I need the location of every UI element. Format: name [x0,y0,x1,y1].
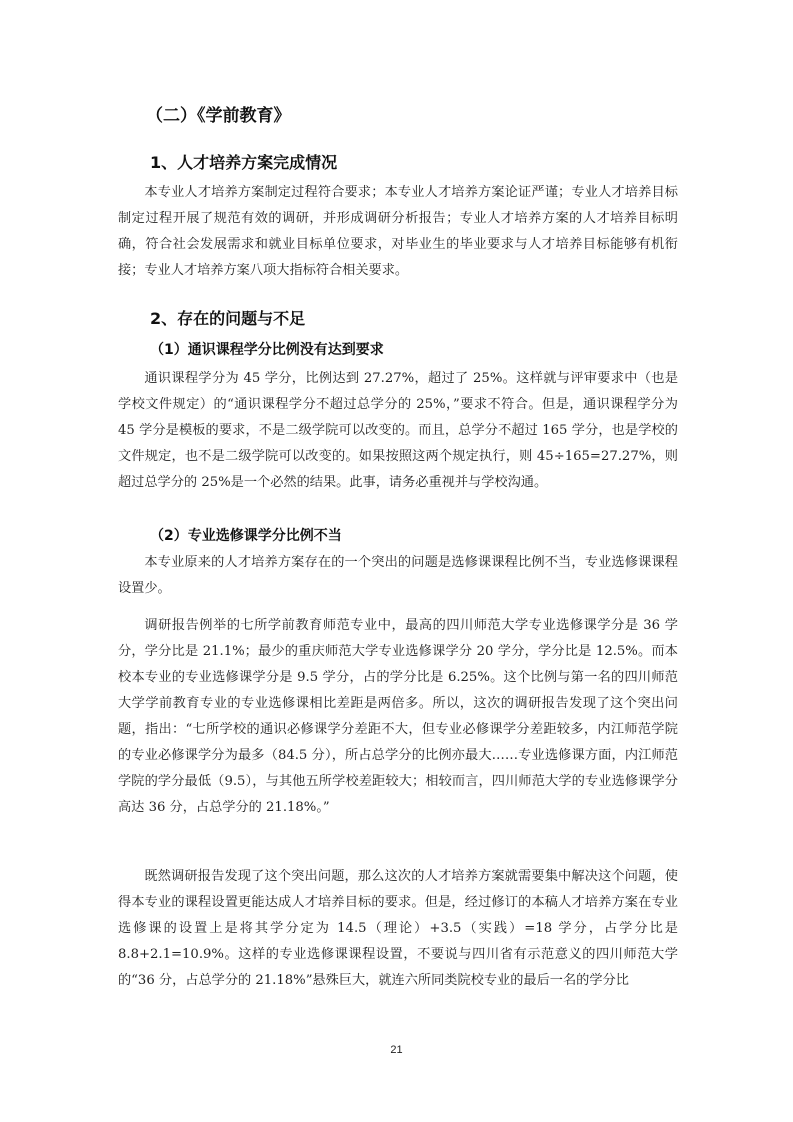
subheading-elective-course-credits: （2）专业选修课学分比例不当 [150,528,342,544]
paragraph-survey-report: 调研报告例举的七所学前教育师范专业中，最高的四川师范大学专业选修课学分是 36 学分，学分比是 21.1%；最少的重庆师范大学专业选修课学分 20 学分，学分比是 12.5%。而本校本专业的专业选修课学分是 9.5 学分，占的学分比是 6.25%。这个比例与第一名的四川师范大学学前教育专业的专业选修课相比差距是两倍多。所以，这次的调研报告发现了这个突出问题，指出：“七所学校的通识必修课学分差距不大，但专业必修课学分差距较多，内江师范学院的专业必修课学分为最多（84.5 分），所占总学分的比例亦最大……专业选修课方面，内江师范学院的学分最低（9.5），与其他五所学校差距较大；相较而言，四川师范大学的专业选修课学分高达 36 分，占总学分的 21.18%。” [118,618,678,815]
heading-training-plan-completion: 1、人才培养方案完成情况 [150,153,338,172]
section-title: （二）《学前教育》 [146,106,291,126]
heading-problems-and-shortcomings: 2、存在的问题与不足 [150,309,306,328]
paragraph-training-plan-completion: 本专业人才培养方案制定过程符合要求；本专业人才培养方案论证严谨；专业人才培养目标制定过程开展了规范有效的调研，并形成调研分析报告；专业人才培养方案的人才培养目标明确，符合社会发展需求和就业目标单位要求，对毕业生的毕业要求与人才培养目标能够有机衔接；专业人才培养方案八项大指标符合相关要求。 [118,185,678,278]
paragraph-elective-intro: 本专业原来的人才培养方案存在的一个突出的问题是选修课课程比例不当，专业选修课课程设置少。 [118,555,678,596]
subheading-general-course-credits: （1）通识课程学分比例没有达到要求 [150,342,384,358]
paragraph-revised-plan: 既然调研报告发现了这个突出问题，那么这次的人才培养方案就需要集中解决这个问题，使得本专业的课程设置更能达成人才培养目标的要求。但是，经过修订的本稿人才培养方案在专业选修课的设置上是将其学分定为 14.5（理论）+3.5（实践）=18 学分，占学分比是 8.8+2.1=10.9%。这样的专业选修课课程设置，不要说与四川省有示范意义的四川师范大学的“36 分，占总学分的 21.18%”悬殊巨大，就连六所同类院校专业的最后一名的学分比 [118,869,678,988]
page-number: 21 [390,1044,403,1056]
paragraph-general-course-credits: 通识课程学分为 45 学分，比例达到 27.27%，超过了 25%。这样就与评审要求中（也是学校文件规定）的“通识课程学分不超过总学分的 25%，”要求不符合。但是，通识课程学分为 45 学分是模板的要求，不是二级学院可以改变的。而且，总学分不超过 165 学分，也是学校的文件规定，也不是二级学院可以改变的。如果按照这两个规定执行，则 45÷165=27.27%，则超过总学分的 25%是一个必然的结果。此事，请务必重视并与学校沟通。 [118,371,678,490]
